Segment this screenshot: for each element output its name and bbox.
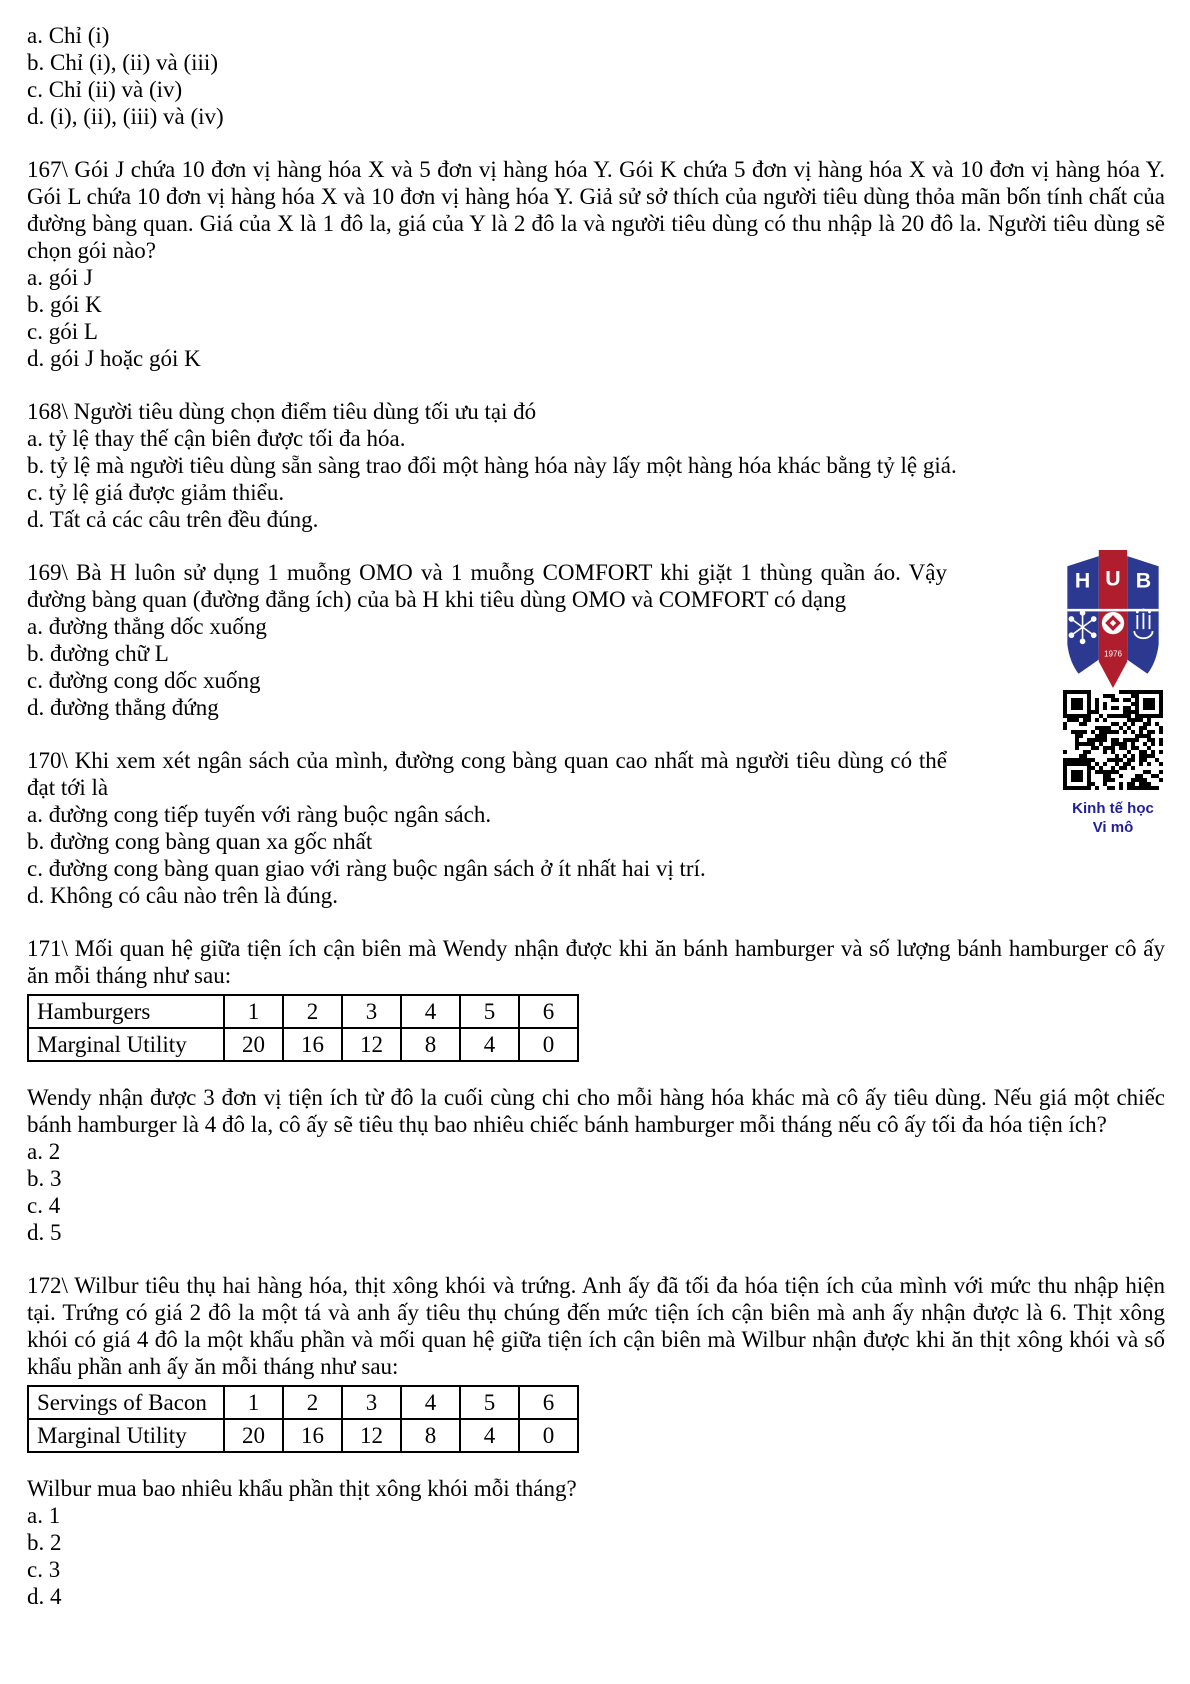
- table-cell: 0: [519, 1419, 578, 1452]
- answer-option: c. Chỉ (ii) và (iv): [27, 77, 183, 102]
- answer-option: a. 1: [27, 1503, 61, 1528]
- hub-logo-icon: [1065, 548, 1161, 690]
- answer-option: a. Chỉ (i): [27, 23, 110, 48]
- question-followup: Wendy nhận được 3 đơn vị tiện ích từ đô la cuối cùng chi cho mỗi hàng hóa khác mà cô ấy tiêu dùng. Nếu giá một chiếc bánh hamburger là 4 đô la, cô ấy sẽ tiêu thụ bao nhiêu chiếc bánh hamburger mỗi tháng nếu cô ấy tối đa hóa tiện ích?: [27, 1085, 1165, 1137]
- question-list: [27, 22, 1165, 1610]
- answer-option: a. gói J: [27, 265, 93, 290]
- answer-option: b. 3: [27, 1166, 62, 1191]
- answer-option: c. 4: [27, 1193, 61, 1218]
- table-cell: 16: [283, 1419, 342, 1452]
- table-row: [28, 1386, 578, 1419]
- table-cell: 6: [519, 1386, 578, 1419]
- question-167: [27, 156, 1165, 372]
- answer-option: b. gói K: [27, 292, 102, 317]
- answer-option: a. đường thẳng dốc xuống: [27, 614, 267, 639]
- question-171: [27, 935, 1165, 1246]
- leading-options: [27, 22, 1165, 130]
- question-text: 171\ Mối quan hệ giữa tiện ích cận biên mà Wendy nhận được khi ăn bánh hamburger và số lượng bánh hamburger cô ấy ăn mỗi tháng như sau:: [27, 936, 1165, 988]
- answer-option: d. gói J hoặc gói K: [27, 346, 201, 371]
- right-rail: [1060, 548, 1166, 837]
- logo-letter: B: [1135, 568, 1152, 593]
- table-row-label: Marginal Utility: [28, 1028, 224, 1061]
- answer-option: c. đường cong dốc xuống: [27, 668, 261, 693]
- question-168: [27, 398, 1165, 533]
- table-cell: 4: [460, 1419, 519, 1452]
- table-cell: 20: [224, 1419, 283, 1452]
- answer-option: b. 2: [27, 1530, 62, 1555]
- logo-letter: U: [1105, 566, 1121, 591]
- answer-option: b. đường cong bàng quan xa gốc nhất: [27, 829, 373, 854]
- logo-coin-icon: [1102, 612, 1124, 634]
- question-text: 170\ Khi xem xét ngân sách của mình, đường cong bàng quan cao nhất mà người tiêu dùng có thể đạt tới là: [27, 748, 947, 800]
- answer-option: c. gói L: [27, 319, 98, 344]
- qr-caption-line: Vi mô: [1092, 819, 1134, 836]
- qr-caption: [1060, 799, 1166, 837]
- table-cell: 12: [342, 1028, 401, 1061]
- answer-option: a. 2: [27, 1139, 61, 1164]
- answer-option: b. tỷ lệ mà người tiêu dùng sẵn sàng trao đổi một hàng hóa này lấy một hàng hóa khác bằng tỷ lệ giá.: [27, 453, 957, 478]
- table-cell: 1: [224, 1386, 283, 1419]
- table-cell: 5: [460, 1386, 519, 1419]
- qr-code: [1063, 690, 1163, 790]
- answer-option: d. Không có câu nào trên là đúng.: [27, 883, 339, 908]
- table-row: [28, 1419, 578, 1452]
- table-cell: 1: [224, 995, 283, 1028]
- answer-option: c. 3: [27, 1557, 61, 1582]
- answer-option: a. đường cong tiếp tuyến với ràng buộc ngân sách.: [27, 802, 492, 827]
- answer-option: d. 4: [27, 1584, 62, 1609]
- table-cell: 8: [401, 1028, 460, 1061]
- table-cell: 2: [283, 1386, 342, 1419]
- answer-option: c. đường cong bàng quan giao với ràng buộc ngân sách ở ít nhất hai vị trí.: [27, 856, 706, 881]
- table-cell: 4: [460, 1028, 519, 1061]
- table-cell: 16: [283, 1028, 342, 1061]
- hamburger-utility-table: [27, 994, 579, 1062]
- table-cell: 3: [342, 995, 401, 1028]
- question-followup: Wilbur mua bao nhiêu khẩu phần thịt xông khói mỗi tháng?: [27, 1476, 577, 1501]
- table-row-label: Marginal Utility: [28, 1419, 224, 1452]
- question-170: [27, 747, 1165, 909]
- qr-caption-line: Kinh tế học: [1072, 800, 1154, 817]
- table-cell: 5: [460, 995, 519, 1028]
- question-text: 168\ Người tiêu dùng chọn điểm tiêu dùng tối ưu tại đó: [27, 399, 537, 424]
- table-row: [28, 1028, 578, 1061]
- table-cell: 12: [342, 1419, 401, 1452]
- table-row-label: Hamburgers: [28, 995, 224, 1028]
- table-cell: 8: [401, 1419, 460, 1452]
- table-cell: 4: [401, 1386, 460, 1419]
- answer-option: c. tỷ lệ giá được giảm thiểu.: [27, 480, 285, 505]
- question-text: 169\ Bà H luôn sử dụng 1 muỗng OMO và 1 muỗng COMFORT khi giặt 1 thùng quần áo. Vậy đường bàng quan (đường đẳng ích) của bà H khi tiêu dùng OMO và COMFORT có dạng: [27, 560, 947, 612]
- answer-option: b. đường chữ L: [27, 641, 169, 666]
- table-cell: 20: [224, 1028, 283, 1061]
- answer-option: d. đường thẳng đứng: [27, 695, 219, 720]
- answer-option: d. Tất cả các câu trên đều đúng.: [27, 507, 319, 532]
- table-cell: 6: [519, 995, 578, 1028]
- question-169: [27, 559, 1165, 721]
- question-text: 167\ Gói J chứa 10 đơn vị hàng hóa X và 5 đơn vị hàng hóa Y. Gói K chứa 5 đơn vị hàng hóa X và 10 đơn vị hàng hóa Y. Gói L chứa 10 đơn vị hàng hóa X và 10 đơn vị hàng hóa Y. Giả sử sở thích của người tiêu dùng thỏa mãn bốn tính chất của đường bàng quan. Giá của X là 1 đô la, giá của Y là 2 đô la và người tiêu dùng có thu nhập là 20 đô la. Người tiêu dùng sẽ chọn gói nào?: [27, 157, 1165, 263]
- table-cell: 0: [519, 1028, 578, 1061]
- answer-option: b. Chỉ (i), (ii) và (iii): [27, 50, 218, 75]
- answer-option: a. tỷ lệ thay thế cận biên được tối đa hóa.: [27, 426, 406, 451]
- answer-option: d. 5: [27, 1220, 62, 1245]
- table-cell: 4: [401, 995, 460, 1028]
- question-text: 172\ Wilbur tiêu thụ hai hàng hóa, thịt xông khói và trứng. Anh ấy đã tối đa hóa tiện ích của mình với mức thu nhập hiện tại. Trứng có giá 2 đô la một tá và anh ấy tiêu thụ chúng đến mức tiện ích cận biên mà anh ấy nhận được là 6. Thịt xông khói có giá 4 đô la một khẩu phần và mối quan hệ giữa tiện ích cận biên mà Wilbur nhận được khi ăn thịt xông khói và số khẩu phần anh ấy ăn mỗi tháng như sau:: [27, 1273, 1165, 1379]
- table-cell: 2: [283, 995, 342, 1028]
- logo-letter: H: [1074, 568, 1091, 593]
- answer-option: d. (i), (ii), (iii) và (iv): [27, 104, 224, 129]
- table-row-label: Servings of Bacon: [28, 1386, 224, 1419]
- question-172: [27, 1272, 1165, 1610]
- table-row: [28, 995, 578, 1028]
- bacon-utility-table: [27, 1385, 579, 1453]
- logo-year: 1976: [1103, 649, 1123, 659]
- table-cell: 3: [342, 1386, 401, 1419]
